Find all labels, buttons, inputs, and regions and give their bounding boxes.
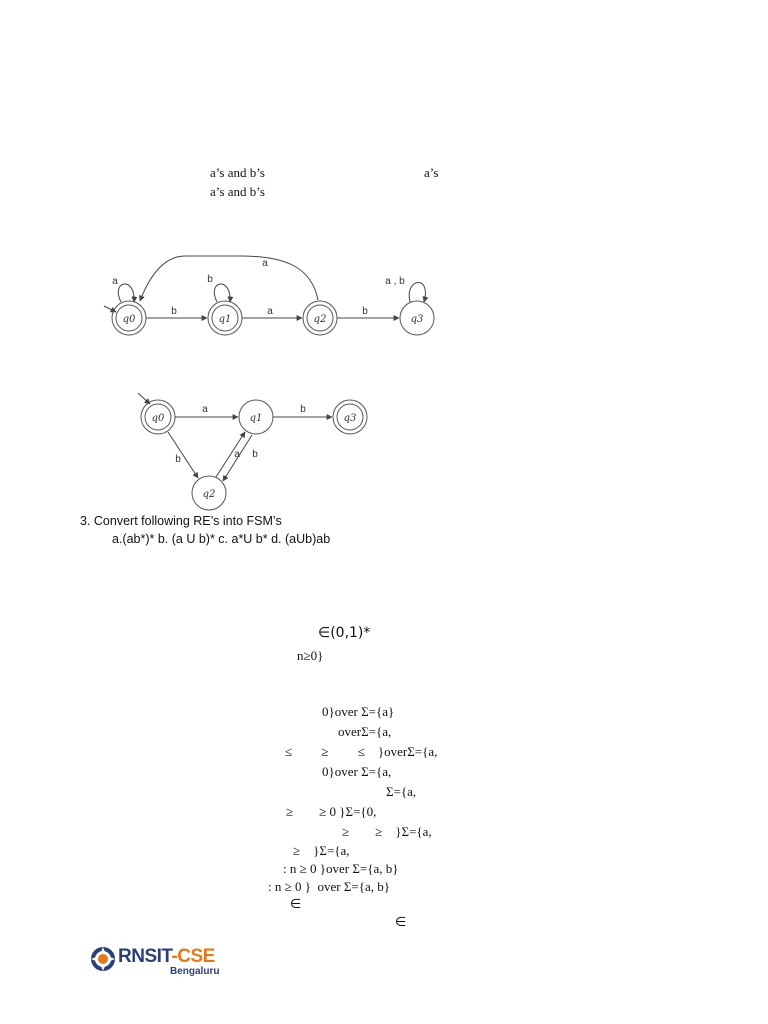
state-label: q0 [122,314,136,325]
text-fragment: a’s and b’s [210,165,265,180]
state-label: q3 [410,314,424,325]
state-q1 [239,400,273,434]
state-label: q1 [249,413,263,424]
question-3-items: a.(ab*)* b. (a U b)* c. a*U b* d. (aUb)ab [112,532,331,546]
expression-line: ≥ }Σ={a, [293,843,350,858]
edge-label: a [112,276,118,287]
rnsit-logo [90,944,230,980]
edge-label: a [202,404,208,415]
state-label: q1 [218,314,232,325]
edge-label: a , b [385,276,405,287]
logo-emblem-icon [90,946,116,972]
text-fragment: a’s and b’s [210,184,265,199]
expression-line: Σ={a, [386,784,417,799]
expression-line: : n ≥ 0 } over Σ={a, b} [268,879,390,894]
logo-city: Bengaluru [170,966,220,977]
edge-q1-q2 [223,435,252,481]
edge-label: b [252,449,258,460]
state-label: q2 [313,314,327,325]
state-q2 [192,476,226,510]
expression-line: 0}over Σ={a} [322,704,395,719]
logo-text [118,946,215,968]
text-fragment: a’s [424,165,439,180]
expression-line: ≥ ≥ 0 }Σ={0, [286,804,377,819]
expression-line: : n ≥ 0 }over Σ={a, b} [283,861,399,876]
expression-line: ∈(0,1)* [318,625,371,641]
expression-line: ≥ ≥ }Σ={a, [342,824,432,839]
edge-label: b [207,274,213,285]
start-arrow [138,393,150,404]
expression-line: 0}over Σ={a, [322,764,392,779]
edge-label: a [234,449,240,460]
question-3-title: 3. Convert following RE’s into FSM’s [80,514,282,528]
edge-q0-q2 [168,432,198,478]
edge-label: b [362,306,368,317]
logo-brand: RNSIT [118,946,172,967]
expression-line: overΣ={a, [338,724,392,739]
logo-dept: -CSE [171,946,215,967]
expression-line: ≤ ≥ ≤ }overΣ={a, [285,744,438,759]
edge-label: b [171,306,177,317]
state-q0 [141,400,175,434]
edge-label: b [300,404,306,415]
edge-label: a [267,306,273,317]
edge-label: a [262,258,268,269]
expression-line: ∈ [290,897,302,912]
edge-label: b [175,454,181,465]
expression-line: ∈ [395,915,407,930]
state-q3 [333,400,367,434]
state-label: q3 [343,413,357,424]
expression-line: n≥0} [297,648,324,663]
state-label: q2 [202,489,216,500]
edge-q2-q1 [216,432,245,477]
state-label: q0 [151,413,165,424]
